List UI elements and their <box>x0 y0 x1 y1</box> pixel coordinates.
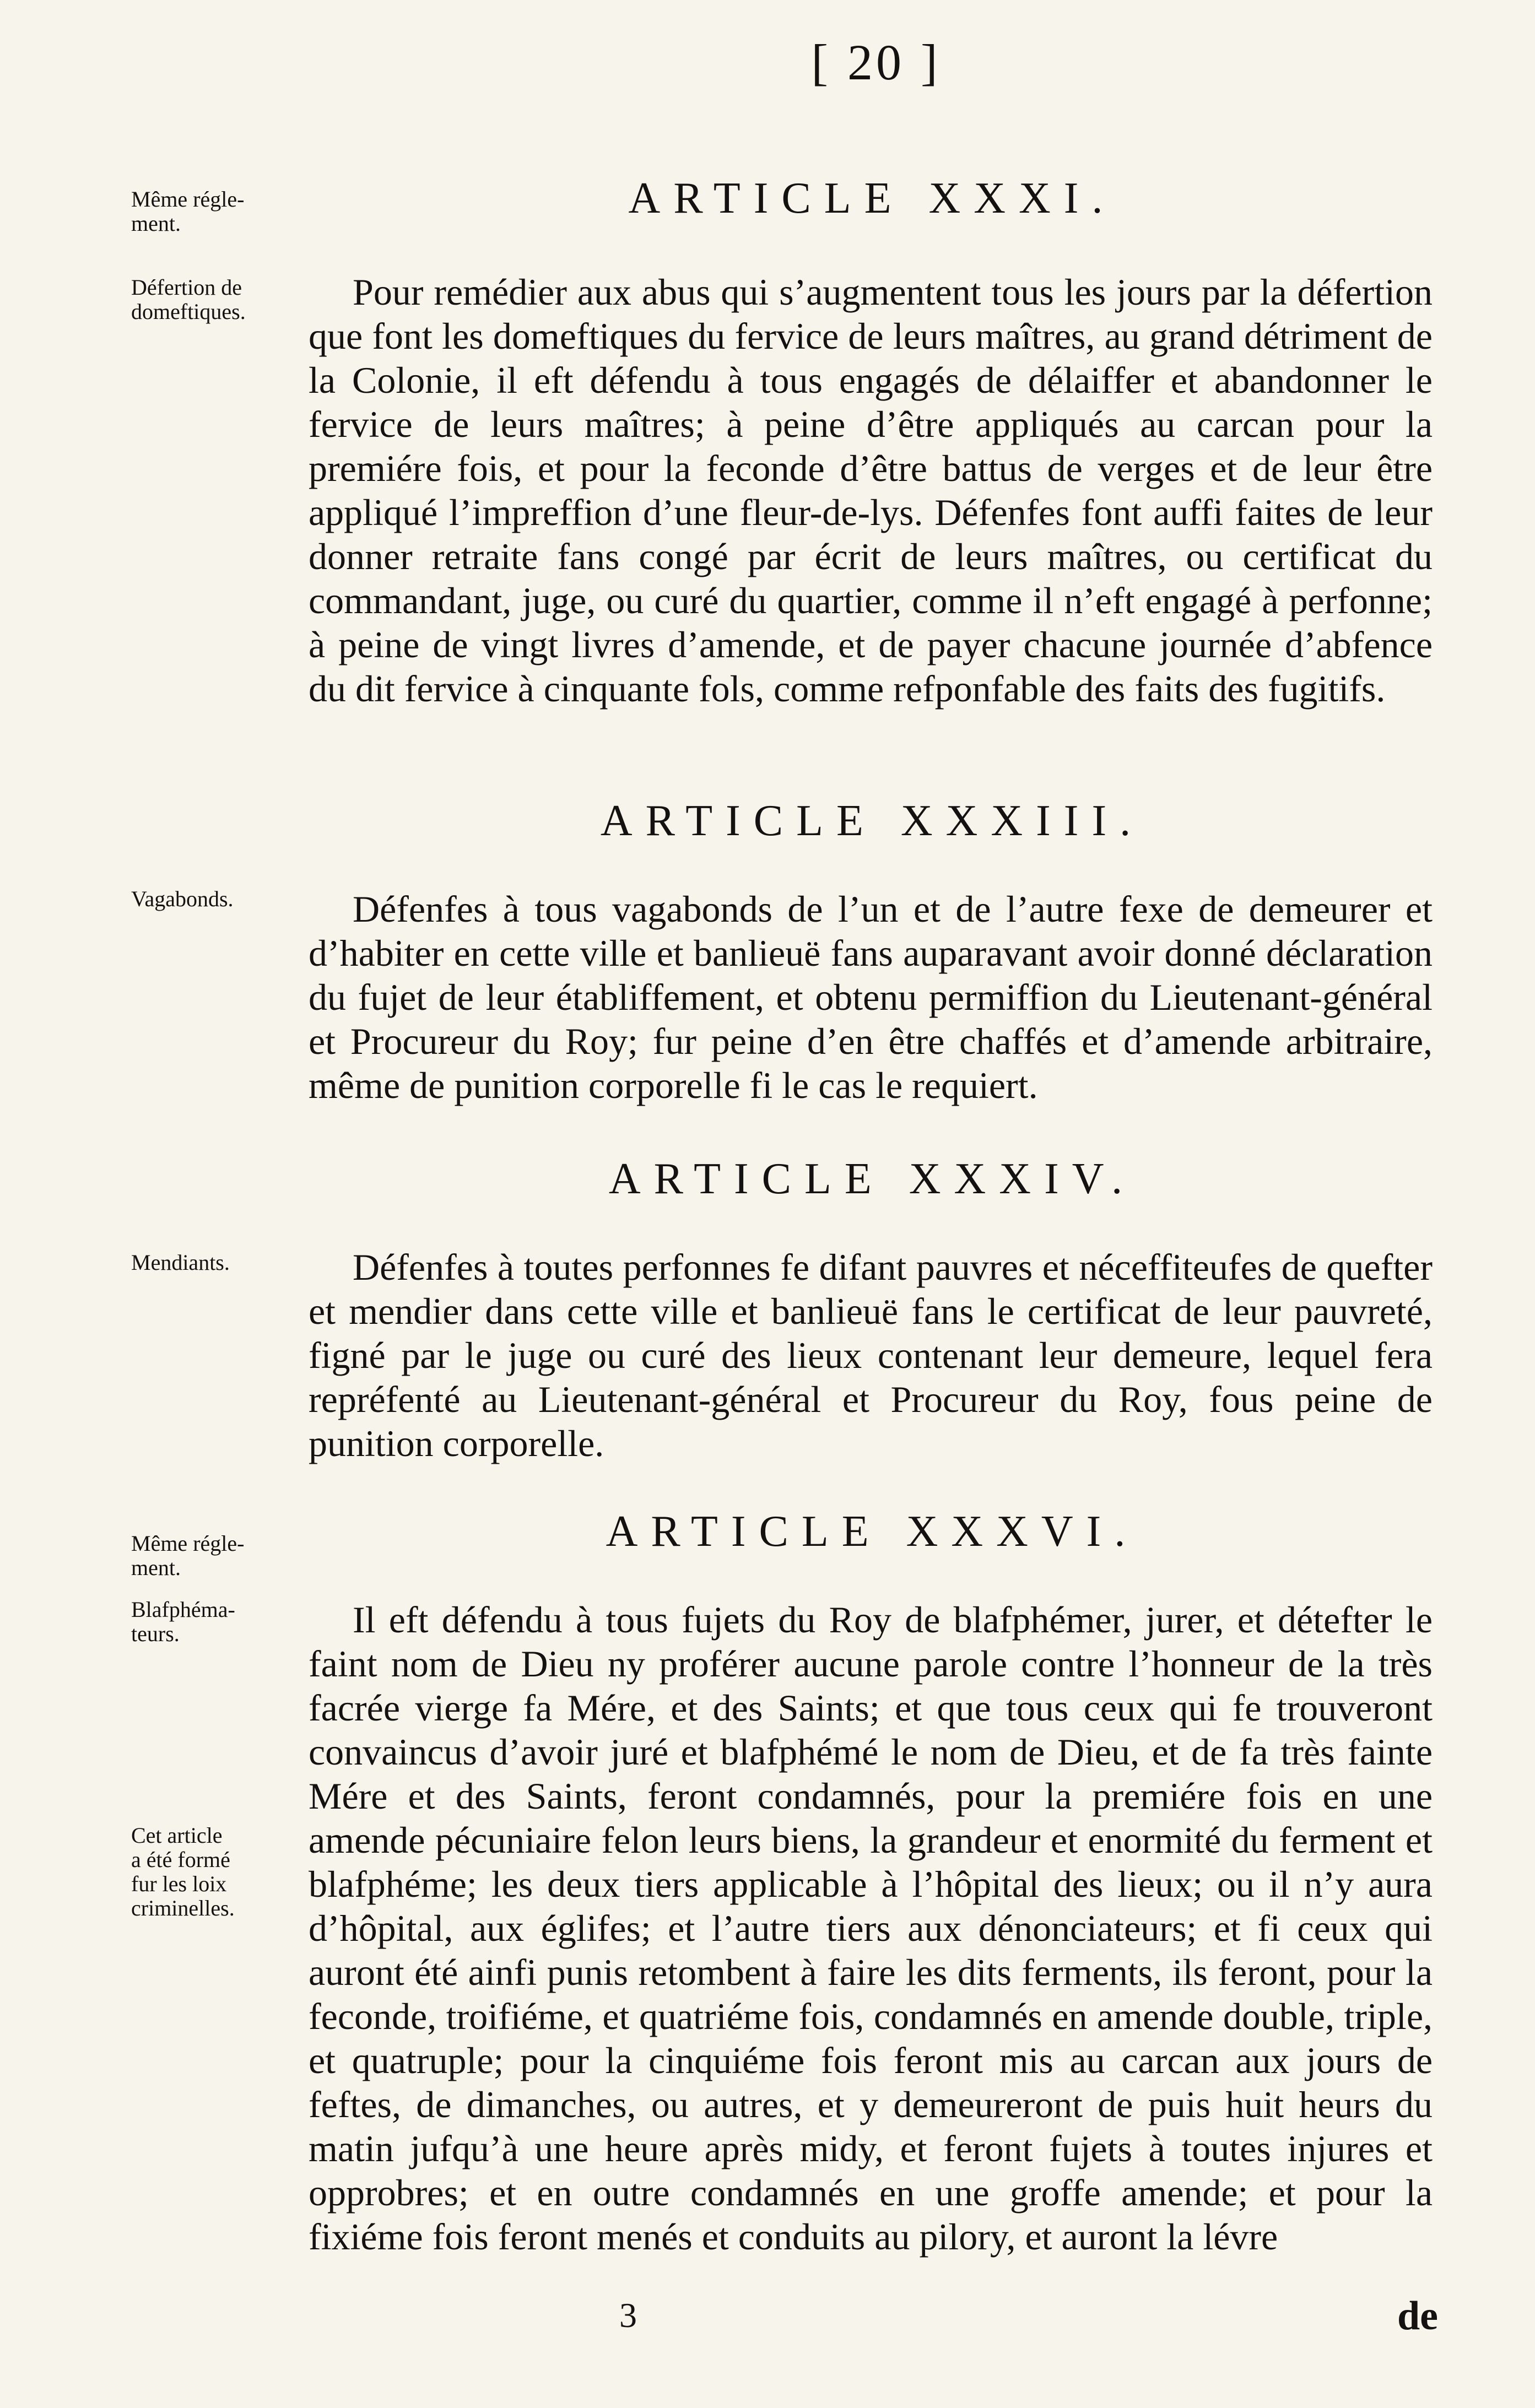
article-text: Défenfes à toutes perfonnes fe difant pauvres et néceffiteufes de quefter et mendier dans cette ville et banlieuë fans le certificat de leur pauvreté, figné par le juge ou curé des lieux contenant leur demeure, lequel fera repréfenté au Lieutenant-général et Procureur du Roy, fous peine de punition corporelle. <box>309 1246 1433 1464</box>
margin-note-article-origin: Cet article a été formé fur les loix criminelles. <box>131 1823 235 1920</box>
margin-note-mendiants: Mendiants. <box>131 1250 230 1275</box>
article-text: Défenfes à tous vagabonds de l’un et de l’autre fexe de demeurer et d’habiter en cette ville et banlieuë fans auparavant avoir donné déclaration du fujet de leur établiffement, et obtenu permiffion du Lieutenant-général et Procureur du Roy; fur peine d’en être chaffés et d’amende arbitraire, même de punition corporelle fi le cas le requiert. <box>309 888 1433 1106</box>
article-heading: ARTICLE XXXIII. <box>600 797 1144 845</box>
margin-note-desertion: Défertion de domeftiques. <box>131 275 246 324</box>
article-text: Pour remédier aux abus qui s’augmentent tous les jours par la défertion que font les domeftiques du fervice de leurs maîtres, au grand détriment de la Colonie, il eft défendu à tous engagés de délaiffer et abandonner le fervice de leurs maîtres; à peine d’être appliqués au carcan pour la premiére fois, et pour la feconde d’être battus de verges et de leur être appliqué l’impreffion d’une fleur-de-lys. Défenfes font auffi faites de leur donner retraite fans congé par écrit de leurs maîtres, ou certificat du commandant, juge, ou curé du quartier, comme il n’eft engagé à perfonne; à peine de vingt livres d’amende, et de payer chacune journée d’abfence du dit fervice à cinquante fols, comme refponfable des faits des fugitifs. <box>309 271 1433 710</box>
margin-note-meme-reglement-2: Même régle- ment. <box>131 1531 245 1580</box>
article-heading: ARTICLE XXXI. <box>628 174 1116 223</box>
margin-note-blasphemateurs: Blafphéma- teurs. <box>131 1597 235 1646</box>
page-number: [ 20 ] <box>811 34 941 90</box>
signature-mark: 3 <box>619 2296 637 2335</box>
catchword: de <box>1397 2293 1438 2339</box>
article-heading: ARTICLE XXXVI. <box>606 1507 1139 1556</box>
article-text: Il eft défendu à tous fujets du Roy de blafphémer, jurer, et détefter le faint nom de Dieu ny proférer aucune parole contre l’honneur de la très facrée vierge fa Mére, et des Saints; et que tous ceux qui fe trouveront convaincus d’avoir juré et blafphémé le nom de Dieu, et de fa très fainte Mére et des Saints, feront condamnés, pour la premiére fois en une amende pécuniaire felon leurs biens, la grandeur et enormité du ferment et blafphéme; les deux tiers applicable à l’hôpital des lieux; ou il n’y aura d’hôpital, aux églifes; et l’autre tiers aux dénonciateurs; et fi ceux qui auront été ainfi punis retombent à faire les dits ferments, ils feront, pour la feconde, troifiéme, et quatriéme fois, condamnés en amende double, triple, et quatruple; pour la cinquiéme fois feront mis au carcan aux jours de feftes, de dimanches, ou autres, et y demeureront de puis huit heurs du matin jufqu’à une heure après midy, et feront fujets à toutes injures et opprobres; et en outre condamnés en une groffe amende; et pour la fixiéme fois feront menés et conduits au pilory, et auront la lévre <box>309 1599 1433 2258</box>
margin-note-vagabonds: Vagabonds. <box>131 886 234 911</box>
margin-note-meme-reglement: Même régle- ment. <box>131 187 245 236</box>
article-heading: ARTICLE XXXIV. <box>608 1155 1136 1203</box>
